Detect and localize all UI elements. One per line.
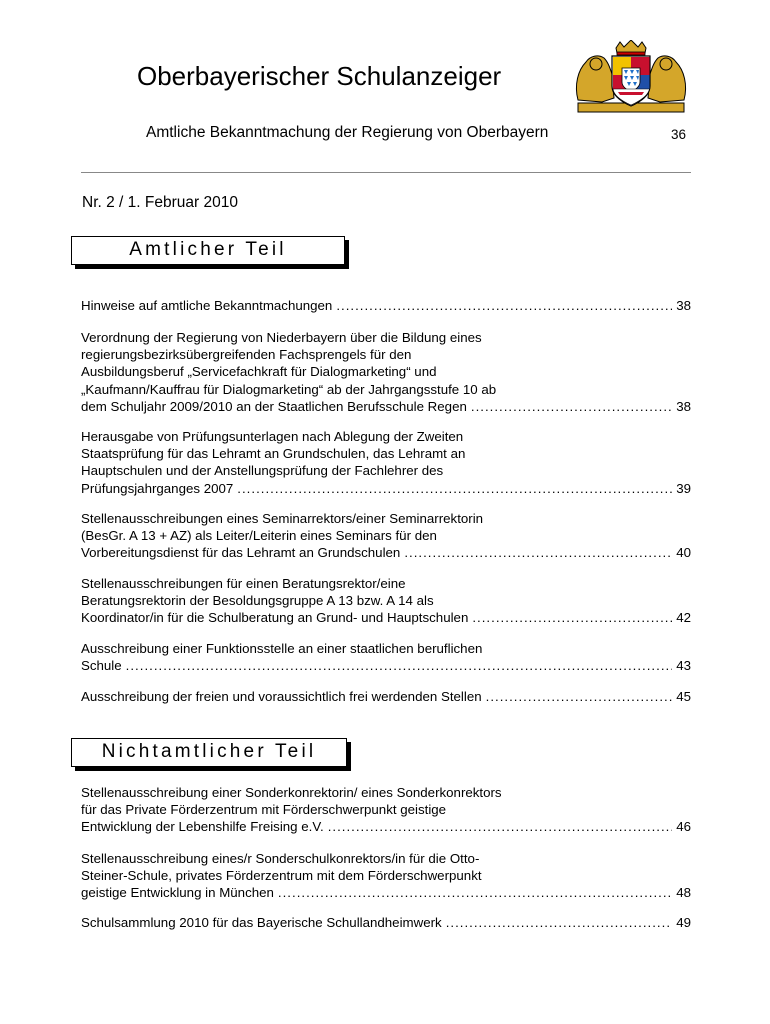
toc-entry <box>81 575 691 627</box>
toc-page-number: 42 <box>676 610 691 626</box>
dot-leader <box>471 398 672 415</box>
toc-entry <box>81 688 691 705</box>
toc-entry-title: Vorbereitungsdienst für das Lehramt an Grundschulen <box>81 545 401 561</box>
toc-entry-line: (BesGr. A 13 + AZ) als Leiter/Leiterin eines Seminars für den <box>81 528 437 544</box>
section-title: Amtlicher Teil <box>129 239 287 260</box>
toc-entry-title: Entwicklung der Lebenshilfe Freising e.V. <box>81 819 324 835</box>
toc-page-number: 39 <box>676 480 691 496</box>
dot-leader <box>278 884 672 901</box>
toc-entry-title: Prüfungsjahrganges 2007 <box>81 480 234 496</box>
toc-entry-last-line <box>81 297 691 314</box>
toc-entry-line: Stellenausschreibung einer Sonderkonrektorin/ eines Sonderkonrektors <box>81 785 502 800</box>
toc-entry <box>81 329 691 415</box>
dot-leader <box>237 480 672 497</box>
toc-entry <box>81 510 691 562</box>
toc-entry-title: Schule <box>81 658 122 674</box>
toc-entry-line: regierungsbezirksübergreifenden Fachsprengels für den <box>81 347 412 363</box>
document-subtitle: Amtliche Bekanntmachung der Regierung von Oberbayern <box>146 124 549 141</box>
toc-entry-line: „Kaufmann/Kauffrau für Dialogmarketing“ ab der Jahrgangsstufe 10 ab <box>81 381 497 397</box>
toc-entry-line: Stellenausschreibung eines/r Sonderschulkonrektors/in für die Otto- <box>81 851 480 866</box>
toc-page-number: 48 <box>676 885 691 901</box>
toc-entry-line: für das Private Förderzentrum mit Förderschwerpunkt geistige <box>81 802 447 818</box>
section-heading-official <box>71 236 345 265</box>
toc-entry-last-line <box>81 884 691 901</box>
toc-entry-line: Beratungsrektorin der Besoldungsgruppe A 13 bzw. A 14 als <box>81 593 434 609</box>
toc-entry-line: Stellenausschreibungen für einen Beratungsrektor/eine <box>81 576 406 591</box>
dot-leader <box>486 688 673 705</box>
toc-entry <box>81 914 691 931</box>
dot-leader <box>328 818 673 835</box>
issue-date: Nr. 2 / 1. Februar 2010 <box>82 194 238 211</box>
toc-entry-title: dem Schuljahr 2009/2010 an der Staatlichen Berufsschule Regen <box>81 398 467 414</box>
dot-leader <box>446 914 673 931</box>
toc-entry <box>81 428 691 497</box>
toc-entry-line: Ausschreibung einer Funktionsstelle an einer staatlichen beruflichen <box>81 641 483 656</box>
toc-entry <box>81 850 691 902</box>
toc-entry-title: Koordinator/in für die Schulberatung an Grund- und Hauptschulen <box>81 610 469 626</box>
toc-page-number: 43 <box>676 658 691 674</box>
toc-entry-line: Herausgabe von Prüfungsunterlagen nach Ablegung der Zweiten <box>81 429 464 444</box>
dot-leader <box>336 297 672 314</box>
toc-entry-line: Steiner-Schule, privates Förderzentrum mit dem Förderschwerpunkt <box>81 868 482 884</box>
toc-entry-title: Hinweise auf amtliche Bekanntmachungen <box>81 298 333 313</box>
toc-entry-last-line <box>81 398 691 415</box>
section-heading-unofficial <box>71 738 347 767</box>
dot-leader <box>404 544 672 561</box>
toc-entry-line: Stellenausschreibungen eines Seminarrektors/einer Seminarrektorin <box>81 511 484 526</box>
toc-entry <box>81 297 691 314</box>
toc-entry-line: Ausbildungsberuf „Servicefachkraft für Dialogmarketing“ und <box>81 364 437 380</box>
toc-entry-title: geistige Entwicklung in München <box>81 885 274 901</box>
toc-entry-line: Staatsprüfung für das Lehramt an Grundschulen, das Lehramt an <box>81 446 466 462</box>
dot-leader <box>472 609 672 626</box>
header-divider <box>81 172 691 173</box>
section-title: Nichtamtlicher Teil <box>101 741 317 762</box>
toc-entry-last-line <box>81 657 691 674</box>
bavarian-coat-of-arms-icon <box>572 40 690 115</box>
toc-page-number: 38 <box>676 398 691 414</box>
toc-entry-title: Ausschreibung der freien und voraussichtlich frei werdenden Stellen <box>81 689 482 704</box>
toc-entry-last-line <box>81 914 691 931</box>
toc-page-number: 49 <box>676 915 691 930</box>
toc-entry-last-line <box>81 609 691 626</box>
toc-entry <box>81 784 691 836</box>
toc-entry <box>81 640 691 674</box>
toc-entry-last-line <box>81 480 691 497</box>
dot-leader <box>126 657 673 674</box>
document-title: Oberbayerischer Schulanzeiger <box>137 61 502 91</box>
toc-entry-line: Verordnung der Regierung von Niederbayern über die Bildung eines <box>81 330 482 345</box>
toc-page-number: 45 <box>676 689 691 704</box>
toc-page-number: 38 <box>676 298 691 313</box>
page-number: 36 <box>671 127 687 142</box>
toc-page-number: 40 <box>676 545 691 561</box>
toc-page-number: 46 <box>676 819 691 835</box>
toc-entry-line: Hauptschulen und der Anstellungsprüfung der Fachlehrer des <box>81 463 444 479</box>
toc-entry-title: Schulsammlung 2010 für das Bayerische Schullandheimwerk <box>81 915 442 930</box>
toc-entry-last-line <box>81 818 691 835</box>
toc-entry-last-line <box>81 544 691 561</box>
toc-entry-last-line <box>81 688 691 705</box>
